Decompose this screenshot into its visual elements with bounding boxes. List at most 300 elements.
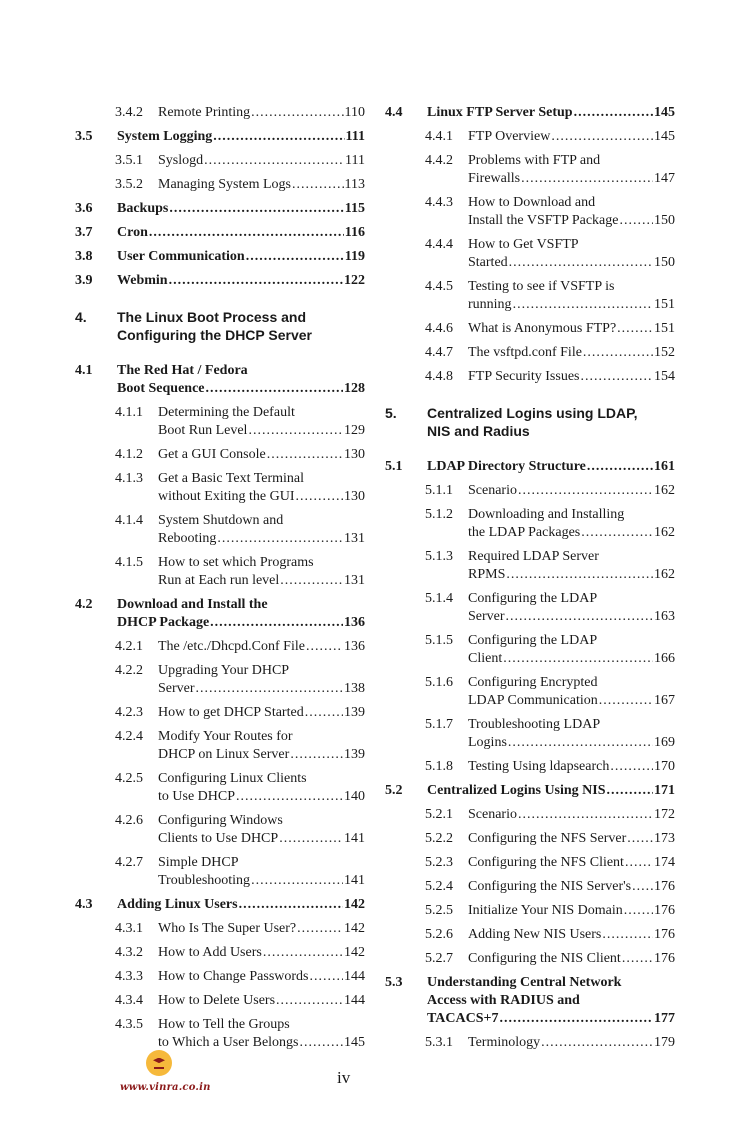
toc-page-number: 176	[654, 903, 675, 918]
toc-entry-title: How to Delete Users	[158, 993, 276, 1008]
toc-page-number: 162	[654, 483, 675, 498]
toc-entry-3-5-1[interactable]	[75, 152, 365, 170]
dot-leader	[509, 254, 653, 272]
toc-page-number: 169	[654, 735, 675, 750]
toc-entry-title: Access with RADIUS and	[427, 993, 580, 1008]
toc-entry-number: 3.5.2	[115, 177, 143, 192]
toc-entry-5-1-4[interactable]	[385, 590, 675, 626]
toc-entry-3-5-2[interactable]	[75, 176, 365, 194]
toc-entry-4-1-4[interactable]	[75, 512, 365, 548]
toc-page-number: 122	[344, 273, 365, 288]
toc-page-number: 179	[654, 1035, 675, 1050]
toc-entry-4-2-7[interactable]	[75, 854, 365, 890]
toc-entry-3-8[interactable]	[75, 248, 365, 266]
toc-entry-title: Required LDAP Server	[468, 549, 599, 564]
toc-entry-number: 5.2.5	[425, 903, 453, 918]
toc-entry-title: Problems with FTP and	[468, 153, 601, 168]
toc-page-number: 174	[654, 855, 675, 870]
dot-leader	[310, 968, 344, 986]
toc-entry-number: 4.1.1	[115, 405, 143, 420]
toc-entry-title: Downloading and Installing	[468, 507, 625, 522]
dot-leader	[305, 704, 343, 722]
toc-page-number: 176	[654, 951, 675, 966]
toc-entry-number: 5.2.7	[425, 951, 453, 966]
toc-entry-title: the LDAP Packages	[468, 525, 581, 540]
toc-entry-title: How to Get VSFTP	[468, 237, 579, 252]
toc-entry-title: Download and Install the	[117, 597, 268, 612]
toc-entry-5-3-1[interactable]	[385, 1034, 675, 1052]
toc-entry-number: 4.4.6	[425, 321, 453, 336]
toc-entry-4-1-2[interactable]	[75, 446, 365, 464]
toc-entry-title: Centralized Logins Using NIS	[427, 783, 606, 798]
dot-leader	[263, 944, 343, 962]
toc-entry-5-2[interactable]	[385, 782, 675, 800]
toc-entry-4-2-2[interactable]	[75, 662, 365, 698]
toc-entry-5-1-7[interactable]	[385, 716, 675, 752]
toc-entry-4-3-4[interactable]	[75, 992, 365, 1010]
toc-entry-4-4-8[interactable]	[385, 368, 675, 386]
toc-entry-4-3-1[interactable]	[75, 920, 365, 938]
toc-entry-4-3-2[interactable]	[75, 944, 365, 962]
toc-entry-4-4-1[interactable]	[385, 128, 675, 146]
toc-right-column	[385, 104, 675, 1052]
toc-entry-4-2-4[interactable]	[75, 728, 365, 764]
toc-page-number: 116	[344, 225, 365, 240]
dot-leader	[518, 806, 653, 824]
toc-entry-title: Adding Linux Users	[117, 897, 238, 912]
dot-leader	[217, 530, 343, 548]
dot-leader	[292, 176, 344, 194]
toc-page-number: 173	[654, 831, 675, 846]
toc-entry-title: Testing Using ldapsearch	[468, 759, 610, 774]
page-number: iv	[337, 1068, 351, 1087]
dot-leader	[290, 746, 343, 764]
toc-entry-3-4-2[interactable]	[75, 104, 365, 122]
toc-entry-number: 3.4.2	[115, 105, 143, 120]
toc-page-number: 129	[344, 423, 365, 438]
toc-entry-5-1-8[interactable]	[385, 758, 675, 776]
toc-page-number: 111	[345, 153, 365, 168]
toc-entry-number: 4.1.4	[115, 513, 143, 528]
toc-entry-title: Configuring Linux Clients	[158, 771, 307, 786]
toc-page-number: 172	[654, 807, 675, 822]
dot-leader	[236, 788, 343, 806]
toc-entry-number: 5.2.1	[425, 807, 453, 822]
dot-leader	[503, 650, 653, 668]
toc-entry-number: 5.1.2	[425, 507, 453, 522]
toc-entry-title: Cron	[117, 225, 148, 240]
toc-page-number: 144	[344, 969, 365, 984]
dot-leader	[513, 296, 653, 314]
toc-page-number: 131	[344, 531, 365, 546]
toc-entry-title: Configuring Encrypted	[468, 675, 598, 690]
toc-entry-title: Testing to see if VSFTP is	[468, 279, 615, 294]
toc-entry-title: Server	[158, 681, 195, 696]
dot-leader	[581, 524, 653, 542]
dot-leader	[627, 830, 653, 848]
dot-leader	[610, 758, 653, 776]
dot-leader	[267, 446, 343, 464]
toc-entry-number: 5.1.5	[425, 633, 453, 648]
toc-entry-4-4-4[interactable]	[385, 236, 675, 272]
toc-entry-4-2[interactable]	[75, 596, 365, 632]
dot-leader	[521, 170, 653, 188]
toc-entry-number: 4.3	[75, 897, 93, 912]
toc-entry-number: 4.3.1	[115, 921, 143, 936]
toc-entry-5-2-7[interactable]	[385, 950, 675, 968]
toc-page-number: 163	[654, 609, 675, 624]
toc-page-number: 166	[654, 651, 675, 666]
toc-entry-title: FTP Overview	[468, 129, 551, 144]
toc-entry-number: 3.5.1	[115, 153, 143, 168]
toc-entry-number: 4.4.4	[425, 237, 453, 252]
toc-entry-4-4-6[interactable]	[385, 320, 675, 338]
toc-page-number: 128	[344, 381, 365, 396]
toc-entry-4-4[interactable]	[385, 104, 675, 122]
toc-entry-title: Clients to Use DHCP	[158, 831, 279, 846]
toc-entry-3-7[interactable]	[75, 224, 365, 242]
toc-page-number: 113	[344, 177, 365, 192]
toc-page-number: 141	[344, 831, 365, 846]
toc-left-column	[75, 104, 365, 1052]
toc-entry-5-2-3[interactable]	[385, 854, 675, 872]
toc-entry-number: 4.4.7	[425, 345, 453, 360]
toc-entry-4-3-5[interactable]	[75, 1016, 365, 1052]
dot-leader	[607, 782, 653, 800]
dot-leader	[625, 854, 653, 872]
toc-entry-title: Upgrading Your DHCP	[158, 663, 290, 678]
dot-leader	[632, 878, 653, 896]
toc-entry-title: TACACS+7	[427, 1011, 499, 1026]
dot-leader	[196, 680, 343, 698]
toc-entry-title: Centralized Logins using LDAP,	[427, 405, 638, 421]
toc-entry-title: to Which a User Belongs	[158, 1035, 299, 1050]
toc-entry-number: 3.8	[75, 249, 93, 264]
toc-entry-5-2-5[interactable]	[385, 902, 675, 920]
toc-entry-number: 4.	[75, 309, 87, 325]
toc-entry-number: 4.4.8	[425, 369, 453, 384]
toc-entry-title: Understanding Central Network	[427, 975, 622, 990]
toc-entry-4-3-3[interactable]	[75, 968, 365, 986]
dot-leader	[587, 458, 653, 476]
toc-page-number: 131	[344, 573, 365, 588]
dot-leader	[602, 926, 653, 944]
dot-leader	[297, 920, 343, 938]
toc-page-number: 167	[654, 693, 675, 708]
toc-entry-4-4-3[interactable]	[385, 194, 675, 230]
toc-entry-4-1-1[interactable]	[75, 404, 365, 440]
toc-entry-title: Configuring the NIS Server's	[468, 879, 632, 894]
toc-page-number: 177	[654, 1011, 675, 1026]
toc-entry-number: 5.2.2	[425, 831, 453, 846]
dot-leader	[518, 482, 653, 500]
dot-leader	[583, 344, 653, 362]
toc-entry-number: 5.	[385, 405, 397, 421]
toc-entry-title: How to Tell the Groups	[158, 1017, 290, 1032]
dot-leader	[149, 224, 344, 242]
toc-entry-title: Get a GUI Console	[158, 447, 266, 462]
toc-entry-title: Modify Your Routes for	[158, 729, 293, 744]
toc-entry-title: Client	[468, 651, 503, 666]
toc-entry-number: 5.3	[385, 975, 403, 990]
toc-entry-4-1-3[interactable]	[75, 470, 365, 506]
toc-entry-number: 5.2.6	[425, 927, 453, 942]
dot-leader	[251, 104, 343, 122]
toc-entry-4-1-5[interactable]	[75, 554, 365, 590]
toc-entry-number: 4.2.7	[115, 855, 143, 870]
toc-entry-title: running	[468, 297, 512, 312]
dot-leader	[541, 1034, 653, 1052]
toc-entry-title: LDAP Directory Structure	[427, 459, 586, 474]
toc-entry-5-1-2[interactable]	[385, 506, 675, 542]
toc-entry-title: Webmin	[117, 273, 168, 288]
toc-page-number: 151	[654, 321, 675, 336]
toc-entry-title: Get a Basic Text Terminal	[158, 471, 305, 486]
dot-leader	[551, 128, 653, 146]
toc-entry-title: Simple DHCP	[158, 855, 239, 870]
toc-entry-number: 4.2.5	[115, 771, 143, 786]
toc-entry-4[interactable]	[75, 308, 365, 344]
toc-page-number: 141	[344, 873, 365, 888]
graduation-cap-icon	[146, 1050, 172, 1076]
toc-page-number: 176	[654, 927, 675, 942]
toc-entry-title: The vsftpd.conf File	[468, 345, 582, 360]
dot-leader	[210, 614, 343, 632]
toc-entry-number: 5.1.7	[425, 717, 453, 732]
toc-page-number: 136	[344, 639, 365, 654]
toc-entry-title: Configuring the NFS Server	[468, 831, 627, 846]
toc-entry-number: 4.1.3	[115, 471, 143, 486]
toc-entry-4-3[interactable]	[75, 896, 365, 914]
toc-entry-4-2-3[interactable]	[75, 704, 365, 722]
toc-entry-title: to Use DHCP	[158, 789, 236, 804]
toc-entry-title: Remote Printing	[158, 105, 251, 120]
toc-entry-number: 5.2.4	[425, 879, 453, 894]
toc-page-number: 110	[344, 105, 365, 120]
toc-entry-title: Boot Run Level	[158, 423, 248, 438]
dot-leader	[213, 128, 344, 146]
toc-entry-number: 4.4.3	[425, 195, 453, 210]
toc-page-number: 142	[344, 921, 365, 936]
toc-entry-5-2-1[interactable]	[385, 806, 675, 824]
toc-page-number: 139	[344, 705, 365, 720]
dot-leader	[622, 950, 653, 968]
toc-entry-title: Who Is The Super User?	[158, 921, 297, 936]
toc-entry-title: Rebooting	[158, 531, 217, 546]
toc-page-number: 162	[654, 525, 675, 540]
dot-leader	[506, 566, 653, 584]
toc-entry-title: System Logging	[117, 129, 213, 144]
toc-entry-title: Firewalls	[468, 171, 521, 186]
dot-leader	[279, 830, 343, 848]
toc-entry-number: 4.2	[75, 597, 93, 612]
toc-entry-title: What is Anonymous FTP?	[468, 321, 617, 336]
dot-leader	[574, 104, 653, 122]
toc-entry-4-2-6[interactable]	[75, 812, 365, 848]
toc-entry-4-1[interactable]	[75, 362, 365, 398]
toc-page-number: 171	[654, 783, 675, 798]
toc-page-number: 152	[654, 345, 675, 360]
toc-entry-title: Determining the Default	[158, 405, 295, 420]
dot-leader	[306, 638, 343, 656]
toc-entry-title: The Linux Boot Process and	[117, 309, 307, 325]
dot-leader	[599, 692, 653, 710]
toc-entry-5-1-6[interactable]	[385, 674, 675, 710]
toc-entry-title: System Shutdown and	[158, 513, 284, 528]
toc-entry-title: DHCP on Linux Server	[158, 747, 290, 762]
toc-entry-number: 4.2.6	[115, 813, 143, 828]
toc-page-number: 151	[654, 297, 675, 312]
toc-page-number: 142	[344, 897, 365, 912]
toc-page-number: 142	[344, 945, 365, 960]
toc-entry-title: Linux FTP Server Setup	[427, 105, 573, 120]
dot-leader	[508, 734, 653, 752]
toc-entry-number: 5.1	[385, 459, 403, 474]
toc-entry-title: Started	[468, 255, 508, 270]
toc-entry-title: Run at Each run level	[158, 573, 280, 588]
toc-entry-title: Logins	[468, 735, 507, 750]
toc-page-number: 170	[654, 759, 675, 774]
toc-page-number: 140	[344, 789, 365, 804]
toc-entry-5-1-1[interactable]	[385, 482, 675, 500]
toc-entry-4-4-2[interactable]	[385, 152, 675, 188]
toc-entry-title: How to set which Programs	[158, 555, 314, 570]
toc-entry-title: Adding New NIS Users	[468, 927, 602, 942]
toc-entry-title: LDAP Communication	[468, 693, 598, 708]
toc-page-number: 138	[344, 681, 365, 696]
dot-leader	[624, 902, 653, 920]
toc-entry-number: 5.1.4	[425, 591, 453, 606]
toc-entry-title: NIS and Radius	[427, 423, 530, 439]
toc-entry-title: Managing System Logs	[158, 177, 291, 192]
toc-entry-title: DHCP Package	[117, 615, 210, 630]
toc-entry-3-6[interactable]	[75, 200, 365, 218]
toc-entry-4-4-5[interactable]	[385, 278, 675, 314]
toc-entry-title: How to Add Users	[158, 945, 262, 960]
toc-entry-5-3[interactable]	[385, 974, 675, 1028]
toc-entry-number: 3.7	[75, 225, 93, 240]
toc-page-number: 115	[344, 201, 365, 216]
toc-entry-title: User Communication	[117, 249, 245, 264]
toc-entry-number: 4.3.4	[115, 993, 143, 1008]
toc-entry-title: Terminology	[468, 1035, 541, 1050]
toc-entry-title: The /etc./Dhcpd.Conf File	[158, 639, 305, 654]
toc-entry-5-1[interactable]	[385, 458, 675, 476]
toc-entry-5-1-5[interactable]	[385, 632, 675, 668]
toc-entry-number: 5.2	[385, 783, 403, 798]
toc-page-number: 130	[344, 489, 365, 504]
toc-page-number: 119	[344, 249, 365, 264]
toc-entry-5[interactable]	[385, 404, 675, 440]
toc-entry-title: Server	[468, 609, 505, 624]
toc-page-number: 154	[654, 369, 675, 384]
dot-leader	[248, 422, 343, 440]
toc-entry-number: 4.1	[75, 363, 93, 378]
toc-entry-number: 3.6	[75, 201, 93, 216]
dot-leader	[580, 368, 653, 386]
dot-leader	[206, 380, 344, 398]
toc-entry-number: 3.9	[75, 273, 93, 288]
toc-entry-number: 4.4.2	[425, 153, 453, 168]
dot-leader	[246, 248, 344, 266]
toc-page-number: 150	[654, 213, 675, 228]
toc-entry-5-2-6[interactable]	[385, 926, 675, 944]
toc-entry-title: Configuring the LDAP	[468, 633, 598, 648]
toc-entry-number: 5.1.8	[425, 759, 453, 774]
toc-entry-title: Scenario	[468, 483, 517, 498]
toc-page-number: 139	[344, 747, 365, 762]
toc-entry-title: Backups	[117, 201, 169, 216]
toc-entry-4-2-5[interactable]	[75, 770, 365, 806]
dot-leader	[251, 872, 343, 890]
toc-entry-5-2-4[interactable]	[385, 878, 675, 896]
toc-entry-4-4-7[interactable]	[385, 344, 675, 362]
toc-entry-3-9[interactable]	[75, 272, 365, 290]
dot-leader	[506, 608, 653, 626]
toc-entry-title: Boot Sequence	[117, 381, 205, 396]
dot-leader	[169, 272, 343, 290]
toc-entry-number: 3.5	[75, 129, 93, 144]
toc-page-number: 147	[654, 171, 675, 186]
toc-page-number: 161	[654, 459, 675, 474]
toc-page-number: 145	[344, 1035, 365, 1050]
toc-page-number: 176	[654, 879, 675, 894]
dot-leader	[617, 320, 653, 338]
toc-entry-number: 5.1.1	[425, 483, 453, 498]
toc-entry-title: How to Change Passwords	[158, 969, 309, 984]
dot-leader	[204, 152, 344, 170]
toc-entry-title: Initialize Your NIS Domain	[468, 903, 623, 918]
toc-entry-5-2-2[interactable]	[385, 830, 675, 848]
toc-entry-number: 5.3.1	[425, 1035, 453, 1050]
dot-leader	[296, 488, 344, 506]
toc-entry-number: 4.3.2	[115, 945, 143, 960]
toc-entry-number: 4.2.1	[115, 639, 143, 654]
toc-page-number: 145	[654, 129, 675, 144]
dot-leader	[300, 1034, 344, 1052]
toc-entry-3-5[interactable]	[75, 128, 365, 146]
toc-entry-title: The Red Hat / Fedora	[117, 363, 248, 378]
toc-entry-5-1-3[interactable]	[385, 548, 675, 584]
toc-entry-number: 5.2.3	[425, 855, 453, 870]
dot-leader	[276, 992, 343, 1010]
toc-entry-number: 5.1.3	[425, 549, 453, 564]
toc-entry-number: 4.4.5	[425, 279, 453, 294]
toc-entry-title: Syslogd	[158, 153, 204, 168]
toc-page-number: 111	[345, 129, 365, 144]
toc-entry-4-2-1[interactable]	[75, 638, 365, 656]
toc-entry-title: RPMS	[468, 567, 506, 582]
toc-entry-title: Troubleshooting LDAP	[468, 717, 601, 732]
toc-entry-title: Configuring the NIS Client	[468, 951, 621, 966]
toc-page-number: 150	[654, 255, 675, 270]
toc-entry-number: 4.1.2	[115, 447, 143, 462]
dot-leader	[280, 572, 343, 590]
toc-entry-title: Configuring the NFS Client	[468, 855, 624, 870]
toc-entry-title: Configuring the LDAP	[468, 591, 598, 606]
toc-entry-title: Configuring Windows	[158, 813, 283, 828]
publisher-url[interactable]: www.vinra.co.in	[120, 1082, 211, 1093]
toc-entry-number: 4.3.5	[115, 1017, 143, 1032]
toc-entry-number: 4.2.4	[115, 729, 143, 744]
toc-entry-title: Troubleshooting	[158, 873, 251, 888]
toc-page-number: 130	[344, 447, 365, 462]
dot-leader	[620, 212, 654, 230]
toc-entry-number: 4.1.5	[115, 555, 143, 570]
toc-entry-title: FTP Security Issues	[468, 369, 580, 384]
toc-entry-title: Install the VSFTP Package	[468, 213, 619, 228]
toc-entry-number: 4.2.3	[115, 705, 143, 720]
